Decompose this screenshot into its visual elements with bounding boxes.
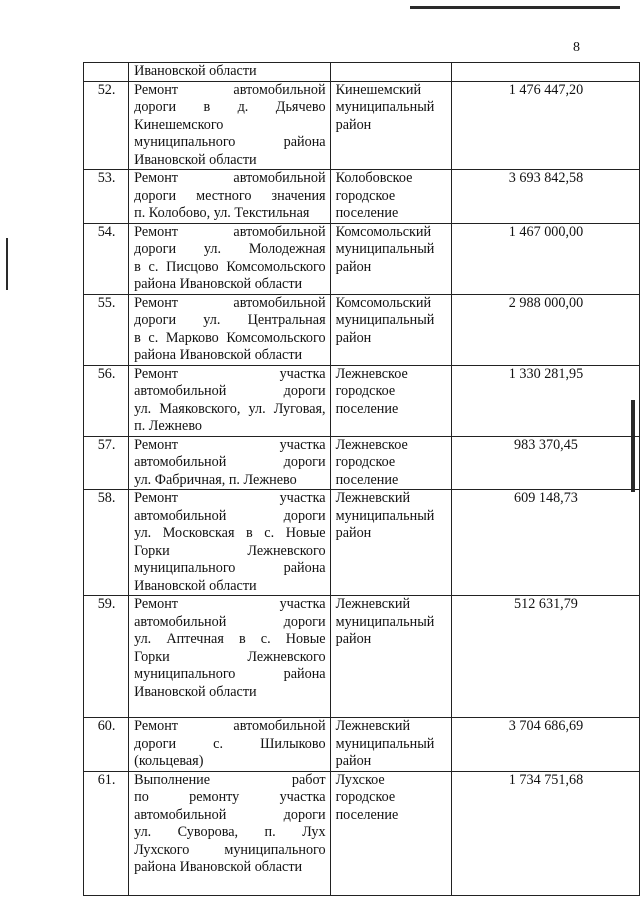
row-description-cell (129, 718, 330, 772)
recipient-line: Лухское (335, 771, 385, 788)
description-line: дороги с. Шилыково (134, 735, 326, 752)
table-row (84, 771, 640, 895)
recipient-line: поселение (335, 400, 399, 417)
description-line: района Ивановской области (134, 347, 303, 363)
row-amount-cell: 1 476 447,20 (451, 81, 639, 170)
table-row (84, 170, 640, 224)
recipient-line: муниципальный (335, 312, 435, 328)
description-line: Ивановской области (134, 151, 257, 168)
description-line: Ремонт автомобильной (134, 223, 326, 240)
recipient-line: городское (335, 789, 396, 805)
description-line: района Ивановской области (134, 859, 303, 875)
description-line: автомобильной дороги (134, 383, 326, 399)
recipient-line: Комсомольский (335, 294, 432, 311)
description-line: Ремонт участка (134, 365, 326, 382)
row-number-cell: 52. (84, 81, 129, 170)
description-line: Выполнение работ (134, 771, 326, 788)
recipient-line: Лежневский (335, 596, 411, 612)
description-line: автомобильной дороги (134, 806, 326, 823)
table-row (84, 223, 640, 294)
recipient-line: городское (335, 187, 396, 204)
recipient-line: район (335, 631, 372, 647)
table-row (84, 436, 640, 490)
description-line: Ремонт участка (134, 436, 326, 453)
description-line: Ремонт автомобильной (134, 170, 326, 186)
registry-table (83, 62, 640, 896)
table-row (84, 81, 640, 170)
row-number-cell: 54. (84, 223, 129, 294)
row-number-cell: 57. (84, 436, 129, 490)
recipient-line: Кинешемский (335, 81, 422, 98)
row-amount-cell: 2 988 000,00 (451, 294, 639, 365)
row-description-cell (129, 436, 330, 490)
row-recipient-cell (330, 365, 451, 436)
description-line: Ремонт автомобильной (134, 294, 326, 311)
description-line: Кинешемского (134, 116, 224, 133)
description-line: ул. Московская в с. Новые (134, 525, 326, 541)
row-number-cell: 53. (84, 170, 129, 224)
registry-table-body (84, 63, 640, 896)
row-recipient-cell (330, 63, 451, 82)
description-line: Ивановской области (134, 577, 257, 594)
description-line: в с. Писцово Комсомольского (134, 258, 326, 275)
description-line: Ремонт участка (134, 490, 326, 506)
recipient-line: Лежневское (335, 365, 408, 382)
row-recipient-cell (330, 436, 451, 490)
description-line: (кольцевая) (134, 753, 204, 769)
row-amount-cell: 1 330 281,95 (451, 365, 639, 436)
description-line: ул. Маяковского, ул. Луговая, (134, 400, 326, 417)
row-amount-cell: 512 631,79 (451, 596, 639, 718)
recipient-line: муниципальный (335, 507, 435, 524)
description-line: дороги ул. Молодежная (134, 241, 326, 257)
recipient-line: Лежневский (335, 490, 411, 506)
description-line: автомобильной дороги (134, 613, 326, 630)
page-number: 8 (573, 40, 580, 55)
cell-spacer (134, 701, 325, 717)
description-line: ул. Аптечная в с. Новые (134, 631, 326, 647)
row-recipient-cell (330, 596, 451, 718)
recipient-line: муниципальный (335, 99, 435, 115)
scan-edge-mark-top (410, 6, 620, 9)
description-line: п. Лежнево (134, 418, 203, 434)
row-amount-cell (451, 63, 639, 82)
description-line: Ремонт участка (134, 596, 326, 612)
scan-edge-mark-left (6, 238, 8, 290)
recipient-line: муниципальный (335, 241, 435, 257)
description-line: по ремонту участка (134, 789, 326, 805)
recipient-line: поселение (335, 471, 399, 488)
recipient-line: район (335, 116, 372, 133)
row-description-cell (129, 771, 330, 895)
row-number-cell (84, 63, 129, 82)
description-line: района Ивановской области (134, 276, 303, 292)
table-row-continuation (84, 63, 640, 82)
row-number-cell: 61. (84, 771, 129, 895)
recipient-line: Комсомольский (335, 223, 432, 240)
table-row (84, 718, 640, 772)
description-line: муниципального района (134, 666, 326, 682)
table-row (84, 365, 640, 436)
description-line: Лухского муниципального (134, 841, 326, 858)
description-line: Ивановской области (134, 63, 257, 79)
row-amount-cell: 3 693 842,58 (451, 170, 639, 224)
description-line: ул. Суворова, п. Лух (134, 824, 326, 840)
description-line: автомобильной дороги (134, 454, 326, 470)
table-row (84, 596, 640, 718)
row-recipient-cell (330, 223, 451, 294)
row-amount-cell: 1 734 751,68 (451, 771, 639, 895)
description-line: ул. Фабричная, п. Лежнево (134, 471, 297, 488)
table-row (84, 294, 640, 365)
recipient-line: городское (335, 454, 396, 470)
row-number-cell: 55. (84, 294, 129, 365)
row-description-cell (129, 223, 330, 294)
recipient-line: поселение (335, 806, 399, 823)
description-line: дороги в д. Дьячево (134, 99, 326, 115)
recipient-line: Лежневский (335, 718, 411, 734)
description-line: муниципального района (134, 560, 326, 576)
row-number-cell: 58. (84, 490, 129, 596)
row-recipient-cell (330, 170, 451, 224)
row-recipient-cell (330, 81, 451, 170)
description-line: Ремонт автомобильной (134, 718, 326, 734)
description-line: Ивановской области (134, 683, 257, 700)
description-line: Горки Лежневского (134, 542, 326, 559)
row-description-cell (129, 294, 330, 365)
recipient-line: Колобовское (335, 170, 413, 186)
row-number-cell: 59. (84, 596, 129, 718)
cell-spacer (134, 877, 325, 895)
recipient-line: район (335, 258, 372, 275)
row-number-cell: 60. (84, 718, 129, 772)
row-recipient-cell (330, 294, 451, 365)
description-line: Ремонт автомобильной (134, 81, 326, 98)
row-description-cell (129, 596, 330, 718)
recipient-line: городское (335, 383, 396, 399)
description-line: автомобильной дороги (134, 507, 326, 524)
recipient-line: район (335, 329, 372, 346)
description-line: муниципального района (134, 134, 326, 150)
recipient-line: муниципальный (335, 613, 435, 630)
row-recipient-cell (330, 718, 451, 772)
recipient-line: муниципальный (335, 735, 435, 752)
row-amount-cell: 609 148,73 (451, 490, 639, 596)
row-number-cell: 56. (84, 365, 129, 436)
description-line: в с. Марково Комсомольского (134, 329, 326, 346)
recipient-line: Лежневское (335, 436, 408, 453)
row-amount-cell: 983 370,45 (451, 436, 639, 490)
row-recipient-cell (330, 771, 451, 895)
row-amount-cell: 1 467 000,00 (451, 223, 639, 294)
description-line: Горки Лежневского (134, 648, 326, 665)
description-line: п. Колобово, ул. Текстильная (134, 205, 310, 221)
recipient-line: район (335, 525, 372, 541)
table-row (84, 490, 640, 596)
row-amount-cell: 3 704 686,69 (451, 718, 639, 772)
description-line: дороги местного значения (134, 187, 326, 204)
row-description-cell (129, 170, 330, 224)
description-line: дороги ул. Центральная (134, 312, 326, 328)
recipient-line: поселение (335, 205, 399, 221)
row-description-cell (129, 490, 330, 596)
row-description-cell (129, 365, 330, 436)
row-description-cell (129, 81, 330, 170)
row-recipient-cell (330, 490, 451, 596)
recipient-line: район (335, 753, 372, 769)
row-description-cell (129, 63, 330, 82)
